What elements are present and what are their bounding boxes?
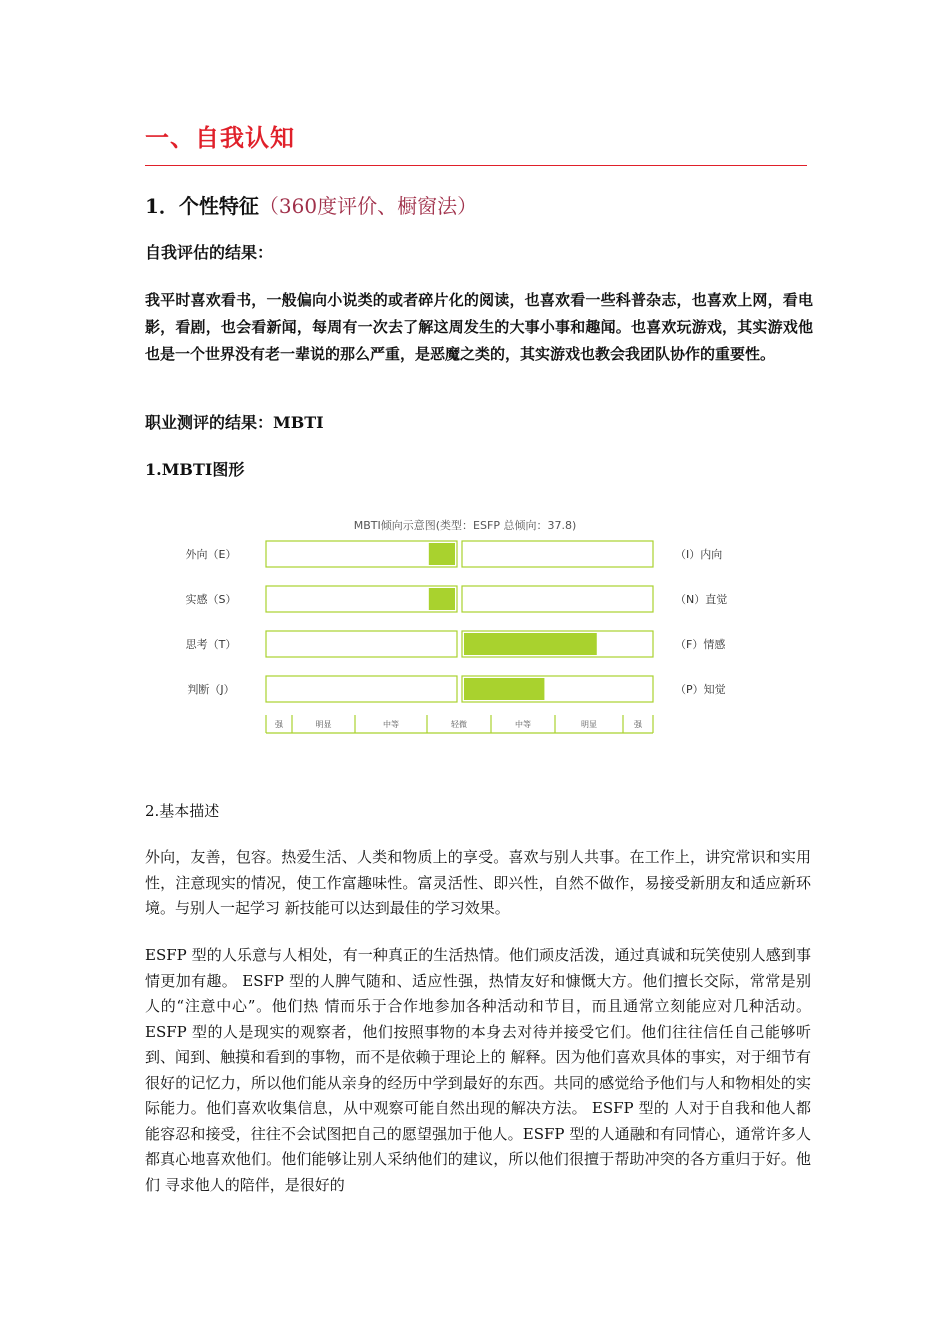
mbti-label: 1.MBTI图形 xyxy=(145,460,245,479)
dimension-left-box xyxy=(266,586,457,612)
dimension-bar xyxy=(429,543,455,565)
scale-label: 明显 xyxy=(581,720,597,729)
desc-paragraph-2: ESFP 型的人乐意与人相处，有一种真正的生活热情。他们顽皮活泼，通过真诚和玩笑使别人感到事情更加有趣。 ESFP 型的人脾气随和、适应性强，热情友好和慷慨大方。他们擅长交际，常常是别人的“注意中心”。他们热 情而乐于合作地参加各种活动和节目，而且通常立刻能应对几种活动。ESFP 型的人是现实的观察者，他们按照事物的本身去对待并接受它们。他们往往信任自己能够听到、闻到、触摸和看到的事物，而不是依赖于理论上的 解释。因为他们喜欢具体的事实，对于细节有很好的记忆力，所以他们能从亲身的经历中学到最好的东西。共同的感觉给予他们与人和物相处的实际能力。他们喜欢收集信息，从中观察可能自然出现的解决方法。 ESFP 型的 人对于自我和他人都能容忍和接受，往往不会试图把自己的愿望强加于他人。ESFP 型的人通融和有同情心，通常许多人都真心地喜欢他们。他们能够让别人采纳他们的建议，所以他们很擅于帮助冲突的各方重归于好。他们 寻求他人的陪伴，是很好的 xyxy=(145,946,811,1194)
dimension-right-box xyxy=(462,586,653,612)
self-eval-label: 自我评估的结果： xyxy=(145,243,274,262)
desc-paragraph-1: 外向，友善，包容。热爱生活、人类和物质上的享受。喜欢与别人共事。在工作上，讲究常识和实用性，注意现实的情况，使工作富趣味性。富灵活性、即兴性，自然不做作，易接受新朋友和适应新环境。与别人一起学习 新技能可以达到最佳的学习效果。 xyxy=(145,848,811,917)
dimension-left-label: 判断（J） xyxy=(187,683,235,696)
dimension-left-label: 外向（E） xyxy=(185,548,237,561)
section-title: 一、自我认知 xyxy=(145,123,295,152)
dimension-bar xyxy=(464,633,597,655)
dimension-bar xyxy=(429,588,455,610)
dimension-left-label: 实感（S） xyxy=(185,593,237,606)
mbti-chart xyxy=(145,505,805,745)
dimension-right-box xyxy=(462,541,653,567)
scale-label: 强 xyxy=(634,720,642,729)
self-eval-text: 我平时喜欢看书，一般偏向小说类的或者碎片化的阅读，也喜欢看一些科普杂志，也喜欢上网，看电影，看剧，也会看新闻，每周有一次去了解这周发生的大事小事和趣闻。也喜欢玩游戏，其实游戏他也是一个世界没有老一辈说的那么严重，是恶魔之类的，其实游戏也教会我团队协作的重要性。 xyxy=(145,291,813,363)
scale-label: 中等 xyxy=(515,720,531,729)
title-divider xyxy=(145,165,807,166)
dimension-bar xyxy=(464,678,544,700)
subsection-accent: （360度评价、橱窗法） xyxy=(258,194,478,218)
scale-label: 明显 xyxy=(315,720,332,729)
dimension-left-box xyxy=(266,676,457,702)
dimension-right-label: （P）知觉 xyxy=(675,683,726,696)
dimension-left-box xyxy=(266,541,457,567)
dimension-left-label: 思考（T） xyxy=(185,638,237,651)
dimension-right-label: （F）情感 xyxy=(675,638,726,651)
basic-desc-label: 2.基本描述 xyxy=(145,802,220,820)
mbti-chart-svg xyxy=(145,505,805,745)
chart-title: MBTI倾向示意图(类型：ESFP 总倾向：37.8) xyxy=(353,519,577,532)
subsection-prefix: 1．个性特征 xyxy=(145,194,259,218)
scale-label: 轻微 xyxy=(451,720,467,729)
career-eval-label: 职业测评的结果：MBTI xyxy=(145,413,324,432)
scale-label: 中等 xyxy=(383,720,399,729)
dimension-right-label: （I）内向 xyxy=(675,548,723,561)
subsection-title xyxy=(145,190,477,219)
scale-label: 强 xyxy=(275,720,283,729)
dimension-right-label: （N）直觉 xyxy=(675,593,728,606)
dimension-left-box xyxy=(266,631,457,657)
